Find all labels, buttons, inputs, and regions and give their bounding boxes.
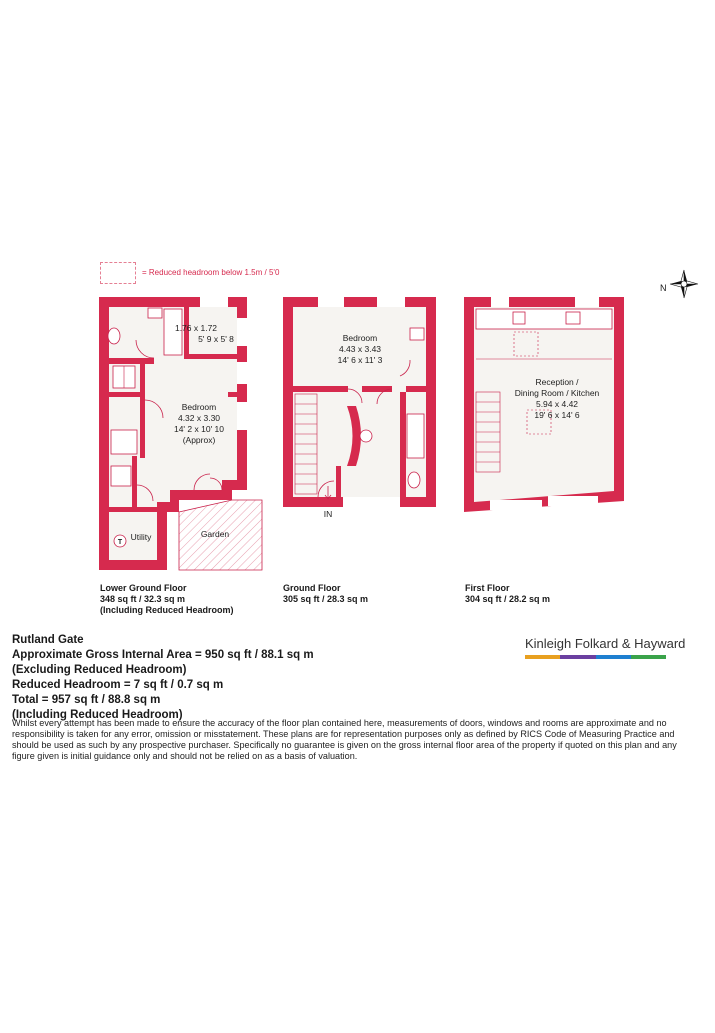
first-floor-caption (465, 583, 550, 605)
lower-bedroom-dimensions-imperial: 14' 2 x 10' 10 (173, 424, 225, 434)
total-area: Total = 957 sq ft / 88.8 sq m (12, 694, 161, 706)
lower-bathroom-dimensions-metric: 1.76 x 1.72 (174, 323, 218, 333)
reception-dimensions-metric: 5.94 x 4.42 (535, 399, 579, 409)
ground-floor-name: Ground Floor (283, 583, 341, 593)
area-summary (12, 633, 314, 723)
ground-bedroom-dimensions-imperial: 14' 6 x 11' 3 (337, 355, 383, 365)
property-title: Rutland Gate (12, 634, 84, 646)
first-floor-name: First Floor (465, 583, 510, 593)
ground-floor-caption (283, 583, 368, 605)
compass-north-label: N (660, 283, 667, 293)
reduced-headroom-area: Reduced Headroom = 7 sq ft / 0.7 sq m (12, 679, 224, 691)
utility-label: Utility (130, 532, 152, 542)
logo-bar-segment (525, 655, 560, 659)
agent-logo-color-bar (525, 655, 666, 659)
reception-dimensions-imperial: 19' 6 x 14' 6 (534, 410, 580, 420)
first-floor-plan (464, 297, 624, 512)
garden-label: Garden (200, 529, 230, 539)
lower-bedroom-approx-note: (Approx) (182, 435, 216, 445)
ground-floor-plan (283, 297, 436, 519)
compass-rose-icon (670, 270, 698, 298)
lower-ground-floor-note: (Including Reduced Headroom) (100, 605, 234, 615)
reduced-headroom-legend: = Reduced headroom below 1.5m / 5'0 (142, 268, 280, 277)
ground-bedroom-label: Bedroom (342, 333, 378, 343)
reception-label: Reception / (535, 377, 579, 387)
lower-bedroom-label: Bedroom (181, 402, 217, 412)
gross-area-note: (Excluding Reduced Headroom) (12, 664, 187, 676)
lower-ground-floor-plan (99, 297, 262, 570)
lower-bedroom-dimensions-metric: 4.32 x 3.30 (177, 413, 221, 423)
first-floor-area: 304 sq ft / 28.2 sq m (465, 594, 551, 604)
gross-area: Approximate Gross Internal Area = 950 sq ft / 88.1 sq m (12, 649, 314, 661)
logo-bar-segment (631, 655, 666, 659)
lower-ground-floor-area: 348 sq ft / 32.3 sq m (100, 594, 186, 604)
logo-bar-segment (596, 655, 631, 659)
dining-kitchen-label: Dining Room / Kitchen (514, 388, 600, 398)
disclaimer-text: Whilst every attempt has been made to ensure the accuracy of the floor plan contained here, measurements of doors, windows and rooms are approximate and no responsibility is taken for any error, omission or misstatement. These plans are for representation purposes only as defined by RICS Code of Measuring Practice and should be used as such by any prospective purchaser. Specifically no guarantee is given on the gross internal floor area of the property if quoted on this plan and any figure given is initial guidance only and should not be relied on as a basis of valuation. (12, 718, 677, 761)
lower-bathroom-dimensions-imperial: 5' 9 x 5' 8 (198, 334, 234, 344)
agent-logo: Kinleigh Folkard & Hayward (525, 636, 686, 651)
ground-floor-area: 305 sq ft / 28.3 sq m (283, 594, 369, 604)
logo-bar-segment (560, 655, 595, 659)
lower-ground-floor-name: Lower Ground Floor (100, 583, 187, 593)
svg-text:T: T (117, 539, 123, 546)
total-area-note: (Including Reduced Headroom) (12, 709, 183, 721)
lower-ground-floor-caption (100, 583, 234, 616)
entrance-label: IN (323, 509, 333, 519)
ground-bedroom-dimensions-metric: 4.43 x 3.43 (338, 344, 382, 354)
